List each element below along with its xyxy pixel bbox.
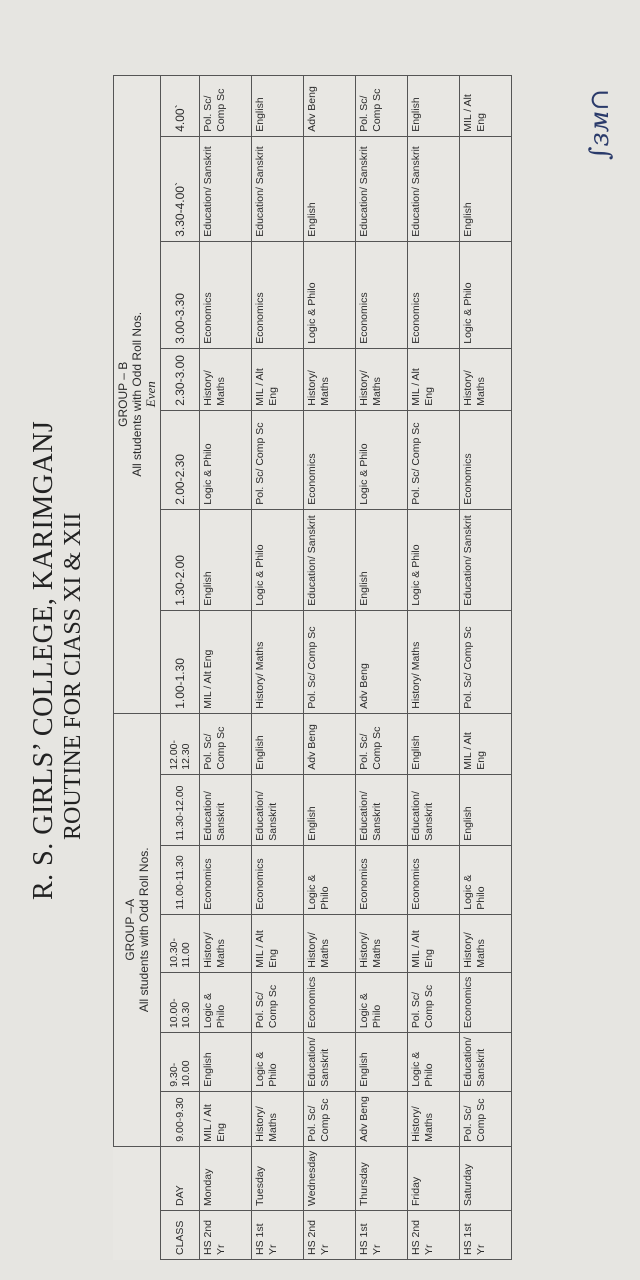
subject-cell: Pol. Sc/ Comp Sc [304, 1091, 356, 1146]
group-b-correction: Even [142, 381, 158, 408]
subject-cell: MIL / Alt Eng [460, 713, 512, 774]
subject-cell: MIL / Alt Eng [408, 348, 460, 410]
subject-cell: English [200, 1033, 252, 1092]
subject-cell: Education/ Sanskrit [252, 774, 304, 845]
time-slot-header: 2.00-2.30 [161, 410, 200, 509]
class-cell: HS 1st Yr [252, 1211, 304, 1260]
group-header-row [114, 75, 161, 1259]
subject-cell: Logic & Philo [252, 1033, 304, 1092]
day-cell: Friday [408, 1146, 460, 1210]
subject-cell: Pol. Sc/ Comp Sc [460, 1091, 512, 1146]
table-row [200, 75, 252, 1259]
subject-cell: Education/ Sanskrit [304, 1033, 356, 1092]
subject-cell: MIL / Alt Eng [408, 914, 460, 972]
subject-cell: English [356, 509, 408, 610]
subject-cell: English [252, 713, 304, 774]
subject-cell: History/ Maths [252, 1091, 304, 1146]
subject-cell: Economics [408, 845, 460, 914]
class-cell: HS 1st Yr [356, 1211, 408, 1260]
college-title: R. S. GIRLS’ COLLEGE, KARIMGANJ [28, 420, 59, 900]
class-cell: HS 2nd Yr [304, 1211, 356, 1260]
routine-title: ROUTINE FOR CIASS XI & XII [60, 512, 86, 840]
time-slot-header: 9.00-9.30 [161, 1091, 200, 1146]
subject-cell: English [252, 75, 304, 136]
subject-cell: Economics [200, 241, 252, 348]
subject-cell: Economics [252, 845, 304, 914]
subject-cell: Pol. Sc/ Comp Sc [356, 713, 408, 774]
routine-body [200, 75, 512, 1259]
subject-cell: Economics [460, 410, 512, 509]
subject-cell: Economics [304, 972, 356, 1032]
group-a-header [114, 713, 161, 1146]
day-cell: Saturday [460, 1146, 512, 1210]
time-slot-header: 11.00-11.30 [161, 845, 200, 914]
subject-cell: Logic & Philo [408, 1033, 460, 1092]
table-row [356, 75, 408, 1259]
subject-cell: Logic & Philo [356, 972, 408, 1032]
subject-cell: Education/ Sanskrit [356, 136, 408, 241]
subject-cell: Logic & Philo [460, 241, 512, 348]
time-slot-header: 10.30-11.00 [161, 914, 200, 972]
table-row [252, 75, 304, 1259]
subject-cell: English [356, 1033, 408, 1092]
routine-table [113, 75, 512, 1260]
subject-cell: MIL / Alt Eng [200, 610, 252, 713]
time-slot-header: 12.00-12.30 [161, 713, 200, 774]
subject-cell: Adv Beng [356, 610, 408, 713]
subject-cell: History/ Maths [304, 348, 356, 410]
subject-cell: Education/ Sanskrit [356, 774, 408, 845]
time-header-row [161, 75, 200, 1259]
subject-cell: History/ Maths [356, 914, 408, 972]
subject-cell: History/ Maths [460, 914, 512, 972]
subject-cell: Pol. Sc/ Comp Sc [356, 75, 408, 136]
subject-cell: Logic & Philo [408, 509, 460, 610]
subject-cell: Pol. Sc/ Comp Sc [304, 610, 356, 713]
subject-cell: Pol. Sc/ Comp Sc [200, 75, 252, 136]
subject-cell: History/ Maths [408, 1091, 460, 1146]
time-slot-header: 1.30-2.00 [161, 509, 200, 610]
subject-cell: Education/ Sanskrit [460, 509, 512, 610]
class-cell: HS 2nd Yr [200, 1211, 252, 1260]
table-row [460, 75, 512, 1259]
subject-cell: History/ Maths [460, 348, 512, 410]
subject-cell: English [304, 774, 356, 845]
group-b-subtitle: All students with Odd Roll Nos. [130, 311, 145, 477]
subject-cell: Economics [460, 972, 512, 1032]
subject-cell: Adv Beng [356, 1091, 408, 1146]
class-cell: HS 1st Yr [460, 1211, 512, 1260]
subject-cell: Logic & Philo [356, 410, 408, 509]
subject-cell: Pol. Sc/ Comp Sc [200, 713, 252, 774]
subject-cell: Education/ Sanskrit [460, 1033, 512, 1092]
subject-cell: English [408, 75, 460, 136]
class-cell: HS 2nd Yr [408, 1211, 460, 1260]
subject-cell: Pol. Sc/ Comp Sc [460, 610, 512, 713]
subject-cell: Logic & Philo [200, 972, 252, 1032]
subject-cell: Education/ Sanskrit [200, 136, 252, 241]
subject-cell: Economics [356, 241, 408, 348]
subject-cell: MIL / Alt Eng [252, 914, 304, 972]
group-a-title: GROUP –A [122, 898, 137, 961]
subject-cell: English [304, 136, 356, 241]
subject-cell: Education/ Sanskrit [304, 509, 356, 610]
subject-cell: Pol. Sc/ Comp Sc [408, 972, 460, 1032]
class-column-header: CLASS [161, 1211, 200, 1260]
day-cell: Thursday [356, 1146, 408, 1210]
signature: ∫зм∩ [585, 88, 615, 160]
subject-cell: Logic & Philo [304, 241, 356, 348]
subject-cell: Logic & Philo [460, 845, 512, 914]
subject-cell: History/ Maths [304, 914, 356, 972]
group-a-subtitle: All students with Odd Roll Nos. [137, 847, 152, 1013]
time-slot-header: 4.00` [161, 75, 200, 136]
subject-cell: MIL / Alt Eng [460, 75, 512, 136]
table-row [304, 75, 356, 1259]
subject-cell: Education/ Sanskrit [408, 774, 460, 845]
subject-cell: English [460, 136, 512, 241]
subject-cell: Pol. Sc/ Comp Sc [252, 410, 304, 509]
subject-cell: Economics [304, 410, 356, 509]
subject-cell: Economics [200, 845, 252, 914]
time-slot-header: 11.30-12.00 [161, 774, 200, 845]
subject-cell: History/ Maths [356, 348, 408, 410]
subject-cell: History/ Maths [200, 348, 252, 410]
day-cell: Wednesday [304, 1146, 356, 1210]
time-slot-header: 2.30-3.00 [161, 348, 200, 410]
subject-cell: Pol. Sc/ Comp Sc [408, 410, 460, 509]
subject-cell: English [408, 713, 460, 774]
subject-cell: Education/ Sanskrit [408, 136, 460, 241]
subject-cell: History/ Maths [252, 610, 304, 713]
time-slot-header: 10.00-10.30 [161, 972, 200, 1032]
subject-cell: English [200, 509, 252, 610]
table-row [408, 75, 460, 1259]
group-b-header [114, 75, 161, 713]
subject-cell: Adv Beng [304, 713, 356, 774]
subject-cell: Logic & Philo [252, 509, 304, 610]
subject-cell: Economics [252, 241, 304, 348]
subject-cell: MIL / Alt Eng [200, 1091, 252, 1146]
day-column-header: DAY [161, 1146, 200, 1210]
subject-cell: Adv Beng [304, 75, 356, 136]
day-cell: Monday [200, 1146, 252, 1210]
subject-cell: Logic & Philo [304, 845, 356, 914]
time-slot-header: 9.30-10.00 [161, 1033, 200, 1092]
subject-cell: MIL / Alt Eng [252, 348, 304, 410]
time-slot-header: 3.00-3.30 [161, 241, 200, 348]
time-slot-header: 3.30-4.00` [161, 136, 200, 241]
subject-cell: History/ Maths [408, 610, 460, 713]
subject-cell: Education/ Sanskrit [200, 774, 252, 845]
subject-cell: Economics [408, 241, 460, 348]
subject-cell: Pol. Sc/ Comp Sc [252, 972, 304, 1032]
subject-cell: Economics [356, 845, 408, 914]
subject-cell: History/ Maths [200, 914, 252, 972]
subject-cell: English [460, 774, 512, 845]
time-slot-header: 1.00-1.30 [161, 610, 200, 713]
subject-cell: Logic & Philo [200, 410, 252, 509]
subject-cell: Education/ Sanskrit [252, 136, 304, 241]
day-cell: Tuesday [252, 1146, 304, 1210]
group-b-title: GROUP – B [116, 361, 130, 427]
